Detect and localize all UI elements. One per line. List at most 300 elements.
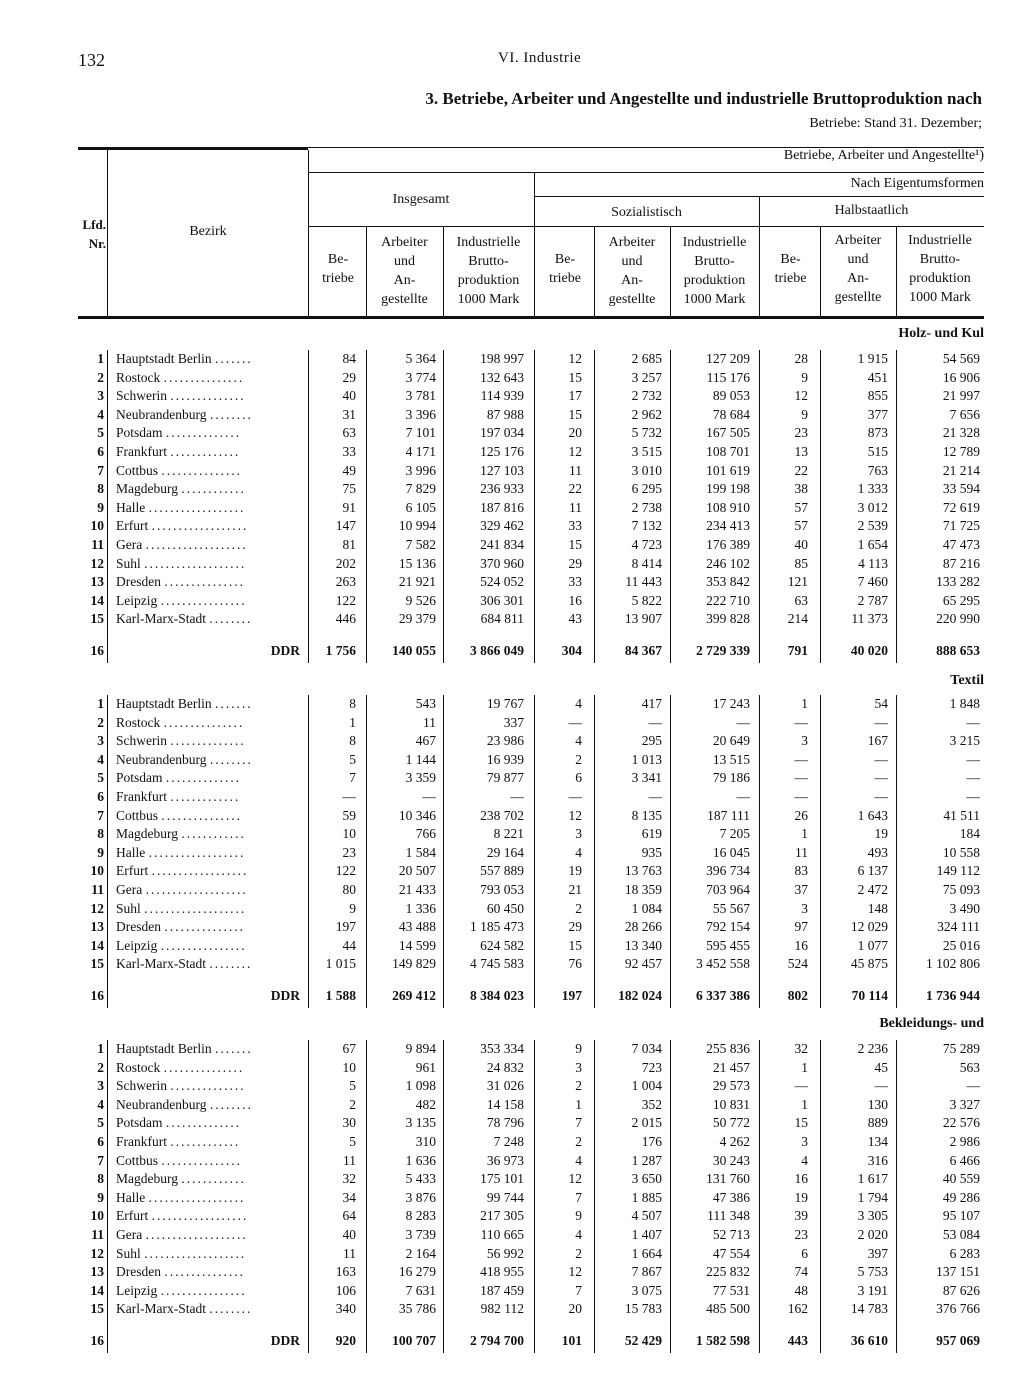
table-row <box>0 825 1024 844</box>
column-rule <box>896 350 897 663</box>
leader-dots: ....... <box>214 696 253 711</box>
row-number: 2 <box>97 369 104 385</box>
column-rule <box>820 695 821 1008</box>
bezirk-name: Dresden <box>116 574 161 590</box>
leader-dots: ................ <box>160 1282 247 1298</box>
bezirk-name: Magdeburg <box>116 1171 178 1187</box>
value-cell: 133 282 <box>936 574 980 590</box>
value-cell: 8 283 <box>405 1208 436 1224</box>
leader-dots: ................... <box>145 536 248 552</box>
bezirk-name: Hauptstadt Berlin <box>116 1041 212 1056</box>
value-cell: 2 015 <box>631 1115 662 1131</box>
value-cell: 524 052 <box>480 574 524 590</box>
value-cell: 77 531 <box>712 1282 750 1298</box>
leader-dots: ............ <box>181 1171 246 1187</box>
value-cell: 9 526 <box>405 592 436 608</box>
value-cell: 81 <box>342 536 356 552</box>
value-cell: 2 <box>575 1133 582 1149</box>
value-cell: 7 <box>575 1189 582 1205</box>
value-cell: 2 685 <box>631 351 662 366</box>
value-cell: 121 <box>787 574 808 590</box>
total-value-cell: 2 794 700 <box>470 1332 524 1348</box>
value-cell: 2 472 <box>857 881 888 897</box>
value-cell: 377 <box>867 406 888 422</box>
value-cell: 11 443 <box>625 574 662 590</box>
value-cell: 89 053 <box>712 388 750 404</box>
value-cell: 40 559 <box>942 1171 980 1187</box>
value-cell: 10 <box>342 826 356 842</box>
value-cell: 3 996 <box>405 462 436 478</box>
value-cell: 64 <box>342 1208 356 1224</box>
value-cell: 40 <box>794 536 808 552</box>
value-cell: 1 077 <box>857 937 888 953</box>
table-row <box>0 714 1024 733</box>
value-cell: 418 955 <box>480 1264 524 1280</box>
row-number: 12 <box>90 900 104 916</box>
value-cell: — <box>648 788 662 804</box>
value-cell: 23 986 <box>486 733 524 749</box>
bezirk-cell <box>116 443 304 462</box>
value-cell: 493 <box>867 844 888 860</box>
row-number: 13 <box>90 1264 104 1280</box>
column-rule <box>896 695 897 1008</box>
value-cell: 47 386 <box>712 1189 750 1205</box>
table-row <box>0 881 1024 900</box>
total-value-cell: 101 <box>561 1332 582 1348</box>
value-cell: 29 <box>568 555 582 571</box>
bezirk-name: Halle <box>116 499 146 515</box>
value-cell: — <box>422 788 436 804</box>
value-cell: 130 <box>867 1096 888 1112</box>
total-value-cell: 791 <box>787 642 808 658</box>
value-cell: 31 <box>342 406 356 422</box>
table-row <box>0 1245 1024 1264</box>
table-row <box>0 555 1024 574</box>
column-rule <box>670 350 671 663</box>
total-value-cell: 70 114 <box>851 987 888 1003</box>
value-cell: 3 135 <box>405 1115 436 1131</box>
bezirk-name: Erfurt <box>116 1208 149 1224</box>
value-cell: 15 783 <box>624 1301 662 1317</box>
bezirk-cell <box>116 937 304 956</box>
bezirk-cell <box>116 1245 304 1264</box>
value-cell: 217 305 <box>480 1208 524 1224</box>
value-cell: 1 336 <box>405 900 436 916</box>
value-cell: 97 <box>794 919 808 935</box>
value-cell: 43 <box>568 611 582 627</box>
value-cell: 2 <box>575 1245 582 1261</box>
value-cell: 45 <box>874 1059 888 1075</box>
value-cell: 21 214 <box>942 462 980 478</box>
value-cell: 76 <box>568 956 582 972</box>
value-cell: 935 <box>641 844 662 860</box>
value-cell: 40 <box>342 388 356 404</box>
value-cell: 5 <box>349 751 356 767</box>
table-row <box>0 499 1024 518</box>
value-cell: — <box>794 1078 808 1094</box>
value-cell: 766 <box>415 826 436 842</box>
leader-dots: .................. <box>151 863 249 879</box>
value-cell: 187 816 <box>480 499 524 515</box>
value-cell: 29 <box>342 369 356 385</box>
header-sozialistisch: Sozialistisch <box>611 205 682 220</box>
value-cell: 2 738 <box>631 499 662 515</box>
header-bezirk: Bezirk <box>189 224 227 239</box>
bezirk-cell <box>116 1207 304 1226</box>
value-cell: 111 348 <box>707 1208 750 1224</box>
leader-dots: .............. <box>165 770 242 786</box>
value-cell: 5 753 <box>857 1264 888 1280</box>
value-cell: 137 151 <box>936 1264 980 1280</box>
value-cell: 10 346 <box>398 807 436 823</box>
leader-dots: ........ <box>209 956 253 972</box>
value-cell: — <box>966 714 980 730</box>
value-cell: 263 <box>335 574 356 590</box>
value-cell: 3 012 <box>857 499 888 515</box>
value-cell: 22 576 <box>942 1115 980 1131</box>
header-col-betriebe-3: Be- triebe <box>774 252 807 286</box>
table-row <box>0 1300 1024 1319</box>
value-cell: 16 906 <box>942 369 980 385</box>
header-divider-bezirk <box>107 150 108 316</box>
header-col-produktion-1: Industrielle Brutto- produktion 1000 Mark <box>456 235 521 307</box>
bezirk-name: Hauptstadt Berlin <box>116 696 212 711</box>
value-cell: 12 <box>568 443 582 459</box>
value-cell: 8 <box>349 696 356 711</box>
row-number: 7 <box>97 1152 104 1168</box>
leader-dots: ................... <box>144 900 247 916</box>
table-row <box>0 1096 1024 1115</box>
leader-dots: ............... <box>164 919 245 935</box>
row-number: 9 <box>97 844 104 860</box>
table-row <box>0 1040 1024 1059</box>
total-value-cell: 1 588 <box>325 987 356 1003</box>
bezirk-name: Leipzig <box>116 937 158 953</box>
value-cell: 34 <box>342 1189 356 1205</box>
row-number: 12 <box>90 555 104 571</box>
row-number: 13 <box>90 574 104 590</box>
value-cell: 54 <box>874 696 888 711</box>
value-cell: 16 <box>794 937 808 953</box>
leader-dots: .................. <box>148 1189 246 1205</box>
value-cell: 162 <box>787 1301 808 1317</box>
value-cell: 3 <box>575 826 582 842</box>
value-cell: 563 <box>959 1059 980 1075</box>
value-cell: 225 832 <box>706 1264 750 1280</box>
value-cell: 5 <box>349 1133 356 1149</box>
bezirk-name: Potsdam <box>116 770 163 786</box>
bezirk-cell <box>116 788 304 807</box>
bezirk-name: Hauptstadt Berlin <box>116 351 212 366</box>
leader-dots: ................... <box>144 555 247 571</box>
bezirk-name: Neubrandenburg <box>116 1096 207 1112</box>
value-cell: 12 029 <box>850 919 888 935</box>
row-number: 16 <box>90 642 104 658</box>
bezirk-name: Suhl <box>116 555 141 571</box>
bezirk-cell <box>116 1096 304 1115</box>
table-row <box>0 955 1024 974</box>
bezirk-name: Leipzig <box>116 592 158 608</box>
bezirk-name: Rostock <box>116 714 161 730</box>
leader-dots: ............... <box>164 574 245 590</box>
leader-dots: .............. <box>170 1078 246 1094</box>
value-cell: 16 939 <box>486 751 524 767</box>
bezirk-name: Dresden <box>116 919 161 935</box>
value-cell: 873 <box>867 425 888 441</box>
value-cell: 3 452 558 <box>696 956 750 972</box>
value-cell: 6 137 <box>857 863 888 879</box>
value-cell: 108 910 <box>706 499 750 515</box>
value-cell: 197 034 <box>480 425 524 441</box>
value-cell: 5 732 <box>631 425 662 441</box>
row-number: 6 <box>97 443 104 459</box>
row-number: 11 <box>91 536 104 552</box>
value-cell: 763 <box>867 462 888 478</box>
value-cell: 399 828 <box>706 611 750 627</box>
column-rule <box>443 1040 444 1353</box>
bezirk-name: Gera <box>116 1226 143 1242</box>
value-cell: 29 573 <box>712 1078 750 1094</box>
bezirk-cell <box>116 1040 304 1059</box>
bezirk-cell <box>116 1170 304 1189</box>
leader-dots: ............. <box>170 1133 241 1149</box>
table-row <box>0 350 1024 369</box>
leader-dots: ............... <box>161 1152 243 1168</box>
value-cell: 2 787 <box>857 592 888 608</box>
value-cell: 91 <box>342 499 356 515</box>
value-cell: 5 <box>349 1078 356 1094</box>
value-cell: 36 973 <box>486 1152 524 1168</box>
value-cell: 1 333 <box>857 481 888 497</box>
value-cell: 13 340 <box>624 937 662 953</box>
table-row <box>0 1152 1024 1171</box>
bezirk-name: Erfurt <box>116 518 149 534</box>
header-halbstaatlich: Halbstaatlich <box>834 203 909 218</box>
value-cell: 21 433 <box>398 881 436 897</box>
value-cell: 47 554 <box>712 1245 750 1261</box>
value-cell: — <box>510 788 524 804</box>
value-cell: 15 <box>568 536 582 552</box>
column-rule <box>759 1040 760 1353</box>
value-cell: 1 013 <box>631 751 662 767</box>
bezirk-cell <box>116 350 304 369</box>
value-cell: 982 112 <box>480 1301 524 1317</box>
value-cell: 9 <box>575 1208 582 1224</box>
value-cell: 16 045 <box>712 844 750 860</box>
value-cell: 889 <box>867 1115 888 1131</box>
value-cell: 184 <box>959 826 980 842</box>
column-rule <box>759 350 760 663</box>
value-cell: 50 772 <box>712 1115 750 1131</box>
value-cell: 23 <box>342 844 356 860</box>
value-cell: 12 789 <box>942 443 980 459</box>
bezirk-name: Karl-Marx-Stadt <box>116 956 206 972</box>
value-cell: 557 889 <box>480 863 524 879</box>
value-cell: 33 <box>568 518 582 534</box>
bezirk-cell <box>116 462 304 481</box>
value-cell: 20 <box>568 425 582 441</box>
row-number: 10 <box>90 1208 104 1224</box>
table-row <box>0 844 1024 863</box>
bezirk-name: Potsdam <box>116 1115 163 1131</box>
value-cell: — <box>342 788 356 804</box>
row-number: 8 <box>97 481 104 497</box>
value-cell: 353 842 <box>706 574 750 590</box>
value-cell: 56 992 <box>486 1245 524 1261</box>
value-cell: 1 407 <box>631 1226 662 1242</box>
value-cell: 198 997 <box>480 351 524 366</box>
value-cell: 49 <box>342 462 356 478</box>
table-row <box>0 610 1024 629</box>
value-cell: 57 <box>794 518 808 534</box>
value-cell: 187 459 <box>480 1282 524 1298</box>
value-cell: 14 599 <box>398 937 436 953</box>
value-cell: 2 164 <box>405 1245 436 1261</box>
value-cell: 3 876 <box>405 1189 436 1205</box>
bezirk-name: Cottbus <box>116 807 159 823</box>
table-row <box>0 918 1024 937</box>
table-row <box>0 480 1024 499</box>
column-rule <box>820 1040 821 1353</box>
row-number: 14 <box>90 592 104 608</box>
table-subtitle: Betriebe: Stand 31. Dezember; <box>809 116 982 131</box>
value-cell: 792 154 <box>706 919 750 935</box>
table-title: 3. Betriebe, Arbeiter und Angestellte und industrielle Bruttoproduktion nach <box>425 89 982 108</box>
value-cell: 238 702 <box>480 807 524 823</box>
table-row <box>0 751 1024 770</box>
value-cell: 234 413 <box>706 518 750 534</box>
value-cell: 12 <box>568 1264 582 1280</box>
row-number: 14 <box>90 1282 104 1298</box>
total-value-cell: 2 729 339 <box>696 642 750 658</box>
value-cell: 316 <box>867 1152 888 1168</box>
table-row <box>0 1207 1024 1226</box>
value-cell: 4 262 <box>719 1133 750 1149</box>
value-cell: 1 654 <box>857 536 888 552</box>
value-cell: 18 359 <box>624 881 662 897</box>
value-cell: 1 015 <box>325 956 356 972</box>
row-number: 3 <box>97 1078 104 1094</box>
row-number: 16 <box>90 1332 104 1348</box>
bezirk-name: Magdeburg <box>116 826 178 842</box>
value-cell: 446 <box>335 611 356 627</box>
value-cell: 255 836 <box>706 1041 750 1056</box>
row-number: 4 <box>97 1096 104 1112</box>
row-number: 3 <box>97 733 104 749</box>
value-cell: 2 <box>349 1096 356 1112</box>
total-row <box>0 1329 1024 1353</box>
value-cell: 3 490 <box>949 900 980 916</box>
leader-dots: ............... <box>163 714 245 730</box>
value-cell: 310 <box>415 1133 436 1149</box>
section-rows-holz <box>0 350 1024 663</box>
table-row <box>0 573 1024 592</box>
value-cell: 21 328 <box>942 425 980 441</box>
bezirk-name: Rostock <box>116 1059 161 1075</box>
bezirk-cell <box>116 1282 304 1301</box>
value-cell: — <box>794 751 808 767</box>
value-cell: 4 <box>575 696 582 711</box>
value-cell: 125 176 <box>480 443 524 459</box>
value-cell: 515 <box>867 443 888 459</box>
value-cell: 3 <box>801 900 808 916</box>
table-row <box>0 807 1024 826</box>
value-cell: 78 684 <box>712 406 750 422</box>
table-row <box>0 443 1024 462</box>
total-value-cell: 197 <box>561 987 582 1003</box>
value-cell: 67 <box>342 1041 356 1056</box>
leader-dots: ............... <box>161 462 243 478</box>
leader-dots: ....... <box>214 1041 253 1056</box>
value-cell: 10 <box>342 1059 356 1075</box>
bezirk-cell <box>116 536 304 555</box>
bezirk-cell <box>116 1226 304 1245</box>
value-cell: 2 732 <box>631 388 662 404</box>
value-cell: 2 962 <box>631 406 662 422</box>
value-cell: 74 <box>794 1264 808 1280</box>
value-cell: 25 016 <box>942 937 980 953</box>
header-lfd-nr: Lfd. Nr. <box>82 217 106 251</box>
value-cell: 220 990 <box>936 611 980 627</box>
bezirk-cell <box>116 881 304 900</box>
column-rule <box>443 350 444 663</box>
value-cell: 110 665 <box>480 1226 524 1242</box>
value-cell: — <box>874 714 888 730</box>
value-cell: 19 <box>794 1189 808 1205</box>
value-cell: 397 <box>867 1245 888 1261</box>
value-cell: 79 186 <box>712 770 750 786</box>
row-number: 6 <box>97 1133 104 1149</box>
column-rule <box>107 350 108 663</box>
value-cell: 29 164 <box>486 844 524 860</box>
value-cell: 54 569 <box>942 351 980 366</box>
value-cell: 176 <box>641 1133 662 1149</box>
value-cell: 6 105 <box>405 499 436 515</box>
column-rule <box>670 1040 671 1353</box>
value-cell: 4 <box>801 1152 808 1168</box>
value-cell: — <box>648 714 662 730</box>
value-cell: 1 287 <box>631 1152 662 1168</box>
value-cell: 30 <box>342 1115 356 1131</box>
bezirk-cell <box>116 769 304 788</box>
row-number: 11 <box>91 881 104 897</box>
value-cell: 8 221 <box>493 826 524 842</box>
column-rule <box>759 695 760 1008</box>
header-top-rule <box>78 147 308 150</box>
table-row <box>0 1282 1024 1301</box>
value-cell: 9 <box>801 406 808 422</box>
total-label: DDR <box>270 1332 300 1348</box>
value-cell: 13 907 <box>624 611 662 627</box>
value-cell: 6 466 <box>949 1152 980 1168</box>
row-number: 15 <box>90 611 104 627</box>
bezirk-name: Schwerin <box>116 388 167 404</box>
value-cell: 619 <box>641 826 662 842</box>
value-cell: 1 885 <box>631 1189 662 1205</box>
table-row <box>0 406 1024 425</box>
total-value-cell: 36 610 <box>850 1332 888 1348</box>
value-cell: 4 113 <box>858 555 888 571</box>
value-cell: 15 <box>568 369 582 385</box>
value-cell: 23 <box>794 425 808 441</box>
value-cell: 1 794 <box>857 1189 888 1205</box>
value-cell: 176 389 <box>706 536 750 552</box>
page-number: 132 <box>78 50 105 70</box>
value-cell: 163 <box>335 1264 356 1280</box>
column-rule <box>308 695 309 1008</box>
table-row <box>0 769 1024 788</box>
value-cell: 40 <box>342 1226 356 1242</box>
